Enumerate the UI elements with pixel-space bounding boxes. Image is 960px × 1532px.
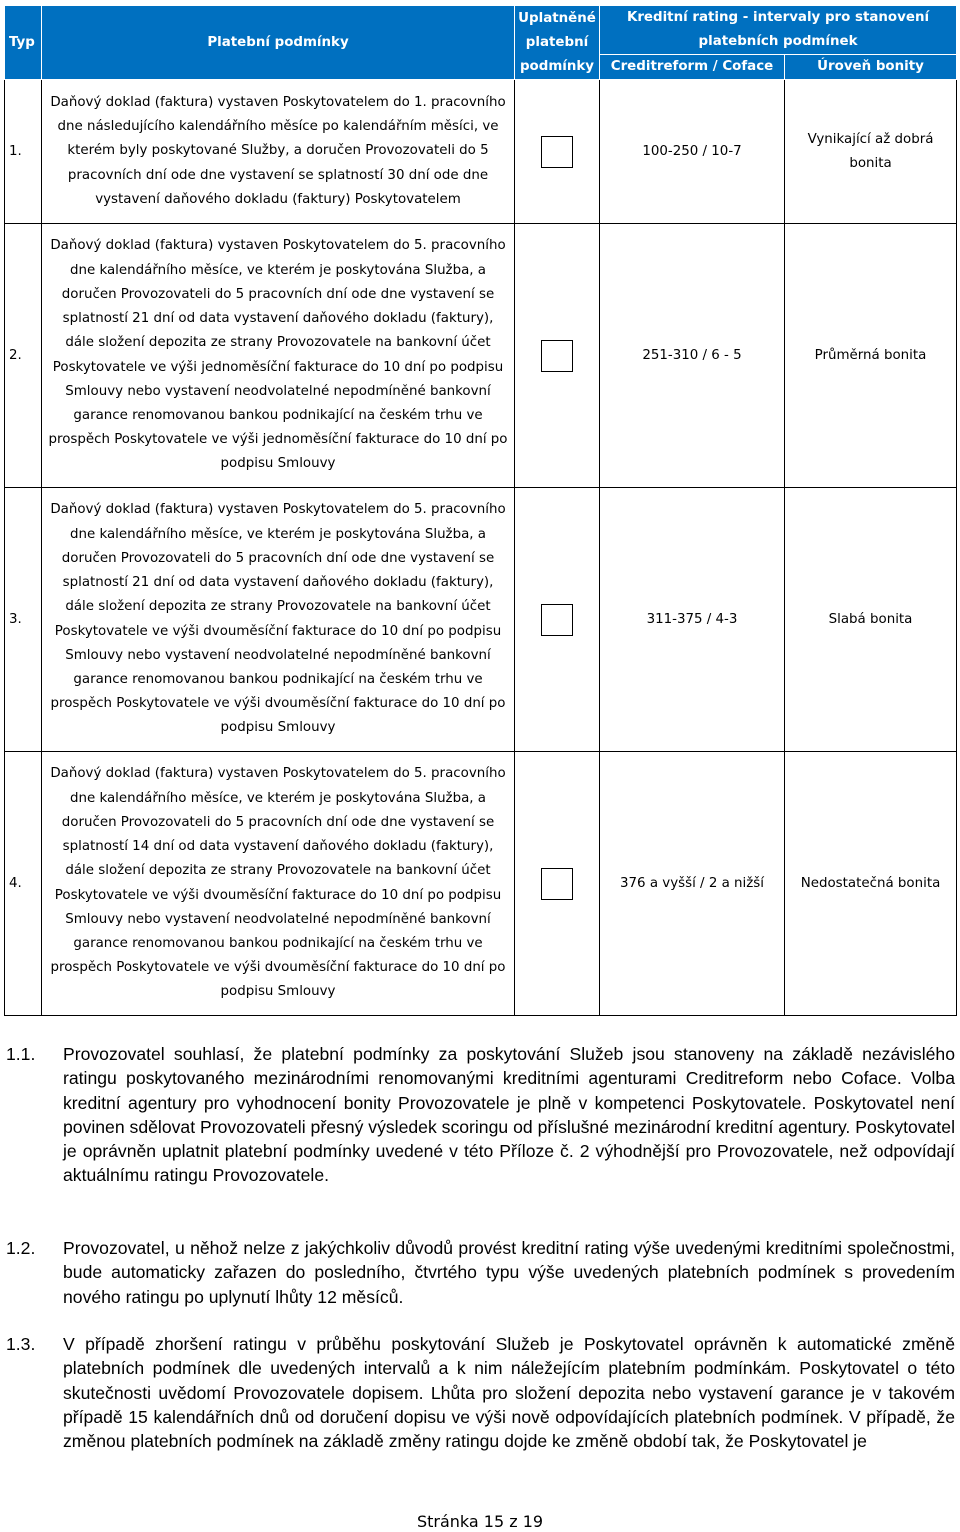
row-rating-range: 251-310 / 6 - 5 <box>600 224 785 488</box>
payment-terms-table <box>4 5 957 1016</box>
table-row <box>5 752 957 1016</box>
header-conditions: Platební podmínky <box>42 6 515 80</box>
payment-terms-checkbox[interactable] <box>541 136 573 168</box>
row-type: 2. <box>5 224 42 488</box>
table-row <box>5 80 957 224</box>
row-conditions: Daňový doklad (faktura) vystaven Poskytovatelem do 5. pracovního dne kalendářního měsíce, ve kterém je poskytována Služba, a doručen Provozovateli do 5 pracovních dní ode dne vystavení se splatností 14 dní od data vystavení daňového dokladu (faktury), dále složení depozita ze strany Provozovatele na bankovní účet Poskytovatele ve výši dvouměsíční fakturace do 10 dní po podpisu Smlouvy nebo vystavení neodvolatelné nepodmíněné bankovní garance renomovanou bankou podnikající na českém trhu ve prospěch Poskytovatele ve výši dvouměsíční fakturace do 10 dní po podpisu Smlouvy <box>42 752 515 1016</box>
row-bonity-level: Nedostatečná bonita <box>785 752 957 1016</box>
header-typ: Typ <box>5 6 42 80</box>
row-conditions: Daňový doklad (faktura) vystaven Poskytovatelem do 1. pracovního dne následujícího kalendářního měsíce po kalendářním měsíci, ve kterém byly poskytované Služby, a doručen Provozovateli do 5 pracovních dní ode dne vystavení se splatností 30 dní ode dne vystavení daňového dokladu (faktury) Poskytovatelem <box>42 80 515 224</box>
table-row <box>5 488 957 752</box>
row-bonity-level: Vynikající až dobrá bonita <box>785 80 957 224</box>
row-rating-range: 100-250 / 10-7 <box>600 80 785 224</box>
payment-terms-checkbox[interactable] <box>541 340 573 372</box>
row-bonity-level: Průměrná bonita <box>785 224 957 488</box>
payment-terms-checkbox[interactable] <box>541 604 573 636</box>
row-rating-range: 311-375 / 4-3 <box>600 488 785 752</box>
paragraph-text: Provozovatel souhlasí, že platební podmínky za poskytování Služeb jsou stanoveny na základě nezávislého ratingu poskytovaného mezinárodními renomovanými kreditními agenturami Creditreform nebo Coface. Volba kreditní agentury pro vyhodnocení bonity Provozovatele je plně v kompetenci Poskytovatele. Poskytovatel není povinen sdělovat Provozovateli přesný výsledek scoringu od příslušné mezinárodní kreditní agentury. Poskytovatel je oprávněn uplatnit platební podmínky uvedené v této Příloze č. 2 výhodnější pro Provozovatele, než odpovídají aktuálnímu ratingu Provozovatele. <box>63 1044 955 1186</box>
row-conditions: Daňový doklad (faktura) vystaven Poskytovatelem do 5. pracovního dne kalendářního měsíce, ve kterém je poskytována Služba, a doručen Provozovateli do 5 pracovních dní ode dne vystavení se splatností 21 dní od data vystavení daňového dokladu (faktury), dále složení depozita ze strany Provozovatele na bankovní účet Poskytovatele ve výši dvouměsíční fakturace do 10 dní po podpisu Smlouvy nebo vystavení neodvolatelné nepodmíněné bankovní garance renomovanou bankou podnikající na českém trhu ve prospěch Poskytovatele ve výši dvouměsíční fakturace do 10 dní po podpisu Smlouvy <box>42 488 515 752</box>
row-bonity-level: Slabá bonita <box>785 488 957 752</box>
table-row <box>5 224 957 488</box>
paragraph-number: 1.3. <box>6 1334 36 1354</box>
row-checkbox-cell <box>515 224 600 488</box>
page-footer: Stránka 15 z 19 <box>416 1512 544 1531</box>
row-checkbox-cell <box>515 488 600 752</box>
paragraph-number: 1.1. <box>6 1044 36 1064</box>
row-checkbox-cell <box>515 80 600 224</box>
table-header-row <box>5 6 957 55</box>
header-bonity-level: Úroveň bonity <box>785 55 957 80</box>
row-rating-range: 376 a vyšší / 2 a nižší <box>600 752 785 1016</box>
row-conditions: Daňový doklad (faktura) vystaven Poskytovatelem do 5. pracovního dne kalendářního měsíce, ve kterém je poskytována Služba, a doručen Provozovateli do 5 pracovních dní ode dne vystavení se splatností 21 dní od data vystavení daňového dokladu (faktury), dále složení depozita ze strany Provozovatele na bankovní účet Poskytovatele ve výši jednoměsíční fakturace do 10 dní po podpisu Smlouvy nebo vystavení neodvolatelné nepodmíněné bankovní garance renomovanou bankou podnikající na českém trhu ve prospěch Poskytovatele ve výši jednoměsíční fakturace do 10 dní po podpisu Smlouvy <box>42 224 515 488</box>
row-type: 1. <box>5 80 42 224</box>
payment-terms-checkbox[interactable] <box>541 868 573 900</box>
header-rating-intervals: Kreditní rating - intervaly pro stanovení platebních podmínek <box>600 6 957 55</box>
row-type: 3. <box>5 488 42 752</box>
row-type: 4. <box>5 752 42 1016</box>
header-creditreform-coface: Creditreform / Coface <box>600 55 785 80</box>
row-checkbox-cell <box>515 752 600 1016</box>
paragraph-text: Provozovatel, u něhož nelze z jakýchkoliv důvodů provést kreditní rating výše uvedenými kreditními společnostmi, bude automaticky zařazen do posledního, čtvrtého typu výše uvedených platebních podmínek s provedením nového ratingu po uplynutí lhůty 12 měsíců. <box>63 1238 955 1307</box>
header-applied-conditions: Uplatněné platební podmínky <box>515 6 600 80</box>
paragraph-text: V případě zhoršení ratingu v průběhu poskytování Služeb je Poskytovatel oprávněn k automatické změně platebních podmínek dle uvedených intervalů a k nim náležejícím platebním podmínkám. Poskytovatel o této skutečnosti uvědomí Provozovatele dopisem. Lhůta pro složení depozita nebo vystavení garance je v takovém případě 15 kalendářních dnů od doručení dopisu ve výši nově odpovídajících platebních podmínek. V případě, že změnou platebních podmínek na základě změny ratingu dojde ke změně období tak, že Poskytovatel je <box>63 1334 955 1452</box>
paragraph-number: 1.2. <box>6 1238 36 1258</box>
